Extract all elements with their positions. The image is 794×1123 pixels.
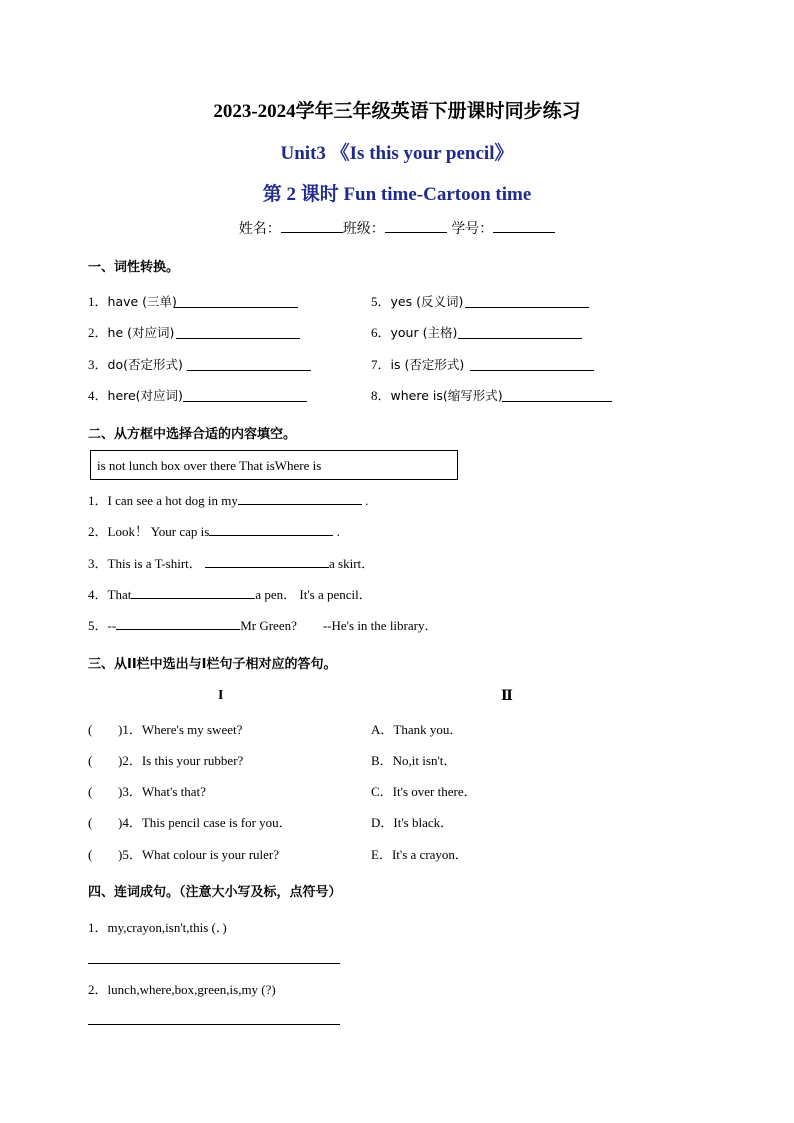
s1-item-5: 5．yes (反义词) (371, 294, 464, 309)
section3-heading: 三、从II栏中选出与I栏句子相对应的答句。 (88, 657, 337, 672)
number-blank[interactable] (493, 218, 555, 233)
s1-item-2: 2．he (对应词) (88, 325, 175, 340)
s2-item-5: 5．-- Mr Green? --He's in the library． (88, 615, 437, 634)
number-label: 学号： (451, 221, 494, 237)
s1-blank-1[interactable] (174, 293, 298, 308)
section4-heading: 四、连词成句。（注意大小写及标，点符号） (88, 885, 342, 900)
s1-item-4: 4．here(对应词) (88, 388, 183, 403)
s1-blank-6[interactable] (458, 324, 582, 339)
section1-heading: 一、词性转换。 (88, 260, 180, 275)
lesson-title: 第 2 课时 Fun time-Cartoon time (262, 184, 532, 205)
column-i-header: I (218, 688, 224, 703)
s3-right-a: A．Thank you． (371, 722, 463, 737)
column-ii-header: Ⅱ (501, 689, 513, 704)
class-blank[interactable] (385, 218, 447, 233)
s4-answer-line-2[interactable] (88, 1024, 340, 1025)
s2-item-3: 3．This is a T-shirt． a skirt． (88, 553, 374, 572)
s4-item-1: 1．my,crayon,isn't,this (．) (88, 920, 227, 935)
s4-answer-line-1[interactable] (88, 963, 340, 964)
s1-item-8: 8．where is(缩写形式) (371, 388, 503, 403)
name-blank[interactable] (281, 218, 343, 233)
student-info-line (0, 218, 794, 238)
s1-item-7: 7．is (否定形式) (371, 357, 465, 372)
s4-item-2: 2．lunch,where,box,green,is,my (?) (88, 982, 276, 997)
s3-left-2: ( )2．Is this your rubber? (88, 753, 244, 768)
s1-item-3: 3．do(否定形式) (88, 357, 183, 372)
name-label: 姓名： (238, 221, 281, 237)
s2-blank-4[interactable] (131, 584, 255, 599)
worksheet-title: 2023-2024学年三年级英语下册课时同步练习 (213, 101, 581, 122)
s3-left-1: ( )1．Where's my sweet? (88, 722, 243, 737)
s1-blank-8[interactable] (502, 387, 612, 402)
s3-right-b: B．No,it isn't． (371, 753, 457, 768)
s2-blank-3[interactable] (205, 553, 329, 568)
section2-heading: 二、从方框中选择合适的内容填空。 (88, 427, 297, 442)
s3-left-4: ( )4．This pencil case is for you． (88, 815, 292, 830)
class-label: 班级： (342, 221, 385, 237)
s2-blank-2[interactable] (209, 521, 333, 536)
s1-item-1: 1．have (三单) (88, 294, 177, 309)
s2-blank-5[interactable] (116, 615, 240, 630)
s3-right-d: D．It's black． (371, 815, 454, 830)
s1-item-6: 6．your (主格) (371, 325, 458, 340)
word-box: is not lunch box over there That isWhere is (90, 450, 458, 480)
s3-right-c: C．It's over there． (371, 784, 477, 799)
s1-blank-4[interactable] (183, 387, 307, 402)
unit-title: Unit3 《Is this your pencil》 (280, 143, 514, 164)
s2-blank-1[interactable] (238, 490, 362, 505)
s1-blank-5[interactable] (465, 293, 589, 308)
s2-item-2: 2．Look！ Your cap is . (88, 521, 340, 540)
s2-item-1: 1．I can see a hot dog in my . (88, 490, 368, 509)
s1-blank-7[interactable] (470, 356, 594, 371)
s3-right-e: E．It's a crayon． (371, 847, 468, 862)
s3-left-3: ( )3．What's that? (88, 784, 206, 799)
s1-blank-3[interactable] (187, 356, 311, 371)
s1-blank-2[interactable] (176, 324, 300, 339)
s2-item-4: 4．That a pen． It's a pencil． (88, 584, 372, 603)
s3-left-5: ( )5．What colour is your ruler? (88, 847, 280, 862)
